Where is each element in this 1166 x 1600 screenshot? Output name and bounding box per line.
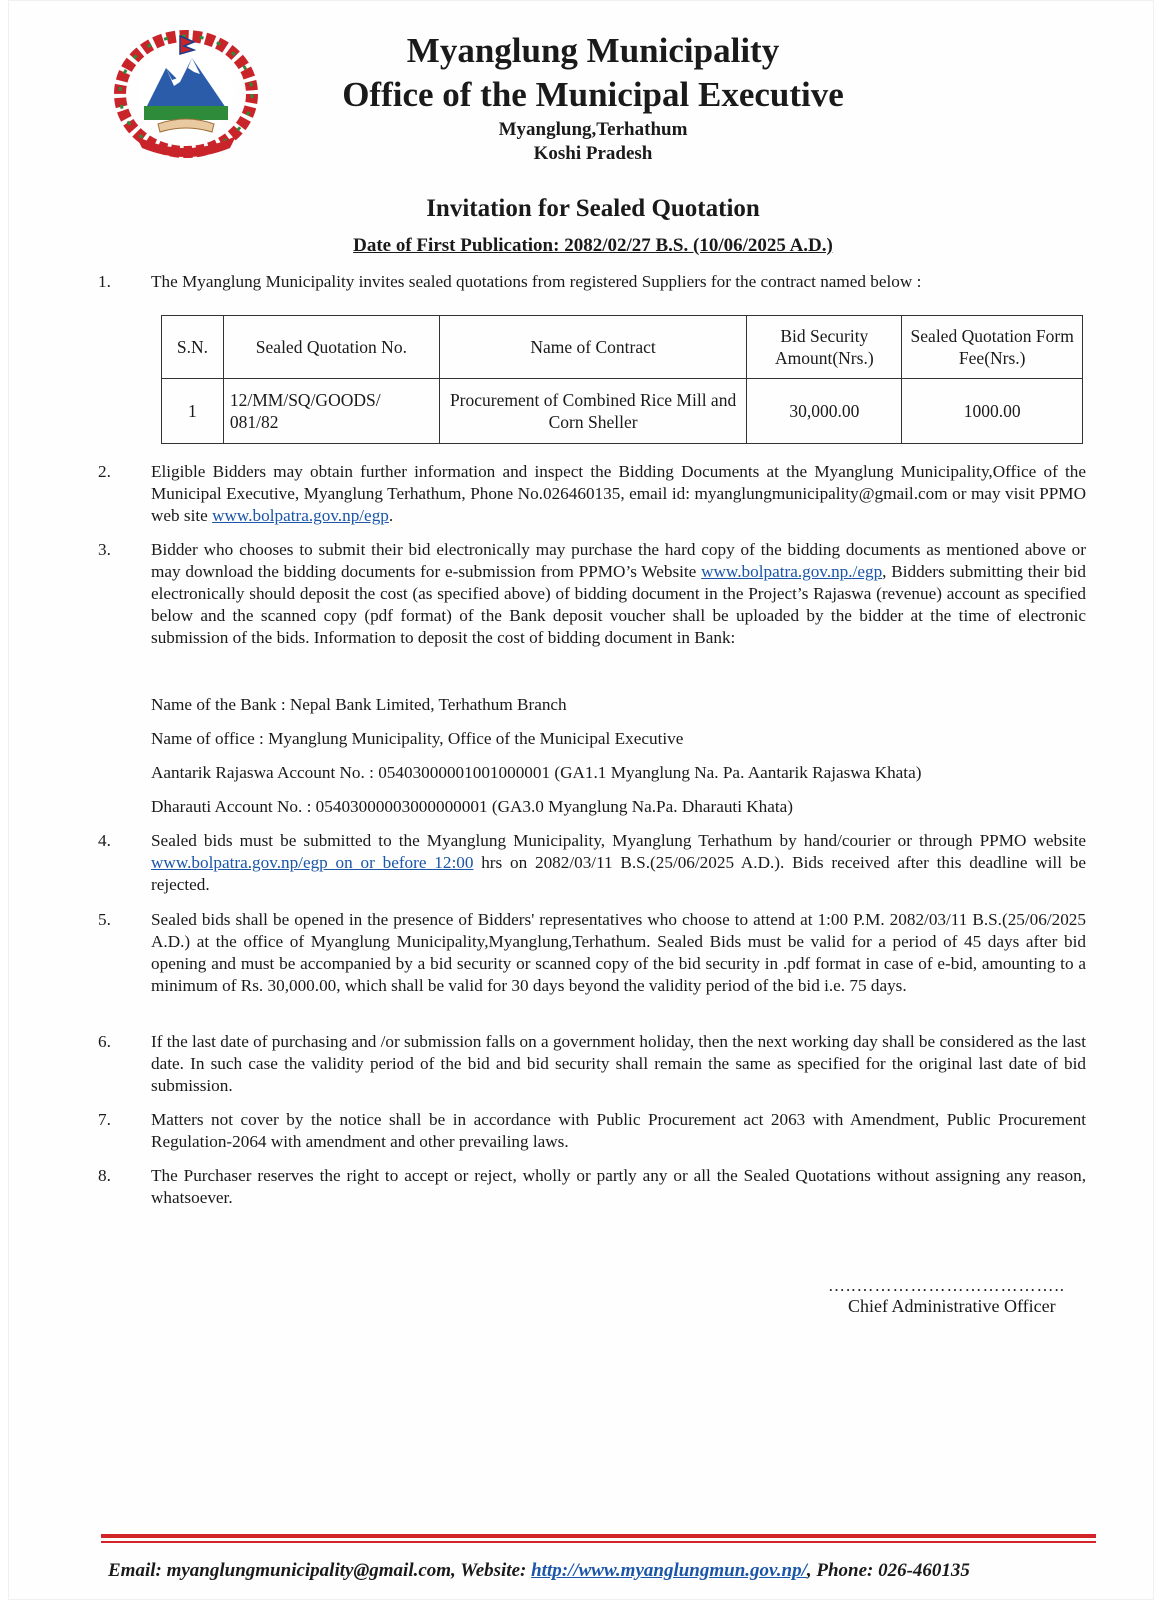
ppmo-link[interactable]: www.bolpatra.gov.np./egp (701, 562, 883, 581)
province-name: Koshi Pradesh (533, 143, 653, 164)
ppmo-link[interactable]: www.bolpatra.gov.np/egp on or before 12:00 (151, 853, 474, 872)
bank-name: Name of the Bank : Nepal Bank Limited, Terhathum Branch (151, 695, 567, 714)
nepal-government-emblem-icon (108, 28, 264, 164)
item-text-body: Sealed bids must be submitted to the Myanglung Municipality, Myanglung Terhathum by hand/courier or through PPMO website (151, 831, 1086, 850)
municipality-name: Myanglung Municipality (406, 31, 780, 70)
item-text (151, 539, 1086, 649)
item-number: 1. (98, 272, 111, 291)
column-header: Name of Contract (439, 316, 746, 379)
footer-divider (101, 1541, 1096, 1543)
item-text: The Purchaser reserves the right to accept or reject, wholly or partly any or all the Sealed Quotations without assigning any reason, whatsoever. (151, 1166, 1086, 1207)
item-number: 2. (98, 462, 111, 481)
table-cell: 1000.00 (902, 379, 1083, 444)
quotation-table (161, 315, 1083, 444)
website-link[interactable]: http://www.myanglungmun.gov.np/ (531, 1560, 807, 1581)
item-text: If the last date of purchasing and /or submission falls on a government holiday, then the next working day shall be considered as the last date. In such case the validity period of the bid and bid security shall remain the same as specified for the original last date of bid submission. (151, 1032, 1086, 1095)
table-cell: 30,000.00 (747, 379, 902, 444)
item-number: 6. (98, 1032, 111, 1051)
column-header: Bid Security Amount(Nrs.) (747, 316, 902, 379)
table-cell: 1 (162, 379, 224, 444)
footer-email: Email: myanglungmunicipality@gmail.com, Website: (108, 1560, 532, 1581)
ppmo-link[interactable]: www.bolpatra.gov.np/egp (212, 506, 389, 525)
item-text-body: Bidder who chooses to submit their bid electronically may purchase the hard copy of the bidding documents as mentioned above or may download the bidding documents for e-submission from PPMO’s Website (151, 540, 1086, 581)
rajaswa-account: Aantarik Rajaswa Account No. : 05403000001001000001 (GA1.1 Myanglung Na. Pa. Aantarik Rajaswa Khata) (151, 763, 922, 782)
table-cell: Procurement of Combined Rice Mill and Corn Sheller (439, 379, 746, 444)
office-name-line: Name of office : Myanglung Municipality, Office of the Municipal Executive (151, 729, 684, 748)
item-text: The Myanglung Municipality invites sealed quotations from registered Suppliers for the contract named below : (151, 272, 922, 291)
table-header-row (162, 316, 1083, 379)
item-number: 5. (98, 910, 111, 929)
item-text-body: hrs on 2082/03/11 B.S.(25/06/2025 A.D.). Bids received after this deadline will be rejected. (151, 853, 1086, 894)
item-text (151, 830, 1086, 896)
notice-page (8, 0, 1154, 1600)
item-number: 3. (98, 540, 111, 559)
notice-title: Invitation for Sealed Quotation (426, 195, 760, 222)
table-row (162, 379, 1083, 444)
office-location: Myanglung,Terhathum (498, 119, 688, 140)
publication-date (258, 234, 928, 258)
item-text-body: Eligible Bidders may obtain further information and inspect the Bidding Documents at the Myanglung Municipality,Office of the Municipal Executive, Myanglung Terhathum, Phone No.026460135, email id: myanglungmunicipality@gmail.com or may visit PPMO web site (151, 462, 1086, 525)
item-text (151, 461, 1086, 527)
item-text-body: , Bidders submitting their bid electronically should deposit the cost (as specified above) of bidding document in the Project’s Rajaswa (revenue) account as specified below and the scanned copy (pdf format) of the Bank deposit voucher shall be uploaded by the bidder at the time of electronic submission of the bids. Information to deposit the cost of bidding document in Bank: (151, 562, 1086, 647)
dharauti-account: Dharauti Account No. : 05403000003000000001 (GA3.0 Myanglung Na.Pa. Dharauti Khata) (151, 797, 794, 816)
footer-divider (101, 1534, 1096, 1538)
item-text: Matters not cover by the notice shall be in accordance with Public Procurement act 2063 with Amendment, Public Procurement Regulation-2064 with amendment and other prevailing laws. (151, 1110, 1086, 1151)
table-cell: 12/MM/SQ/GOODS/ 081/82 (223, 379, 439, 444)
footer-contact (108, 1560, 1098, 1582)
signatory-title: Chief Administrative Officer (848, 1296, 1056, 1316)
column-header: S.N. (162, 316, 224, 379)
column-header: Sealed Quotation No. (223, 316, 439, 379)
item-text: Sealed bids shall be opened in the presence of Bidders' representatives who choose to attend at 1:00 P.M. 2082/03/11 B.S.(25/06/2025 A.D.) at the office of Myanglung Municipality,Myanglung,Terhathum. Sealed Bids must be valid for a period of 45 days after bid opening and must be accompanied by a bid security or scanned copy of the bid security in .pdf format in case of e-bid, amounting to a minimum of Rs. 30,000.00, which shall be valid for 30 days beyond the validity period of the bid i.e. 75 days. (151, 910, 1086, 995)
item-number: 7. (98, 1110, 111, 1129)
item-number: 4. (98, 831, 111, 850)
column-header: Sealed Quotation Form Fee(Nrs.) (902, 316, 1083, 379)
footer-phone: , Phone: 026-460135 (806, 1560, 970, 1581)
item-number: 8. (98, 1166, 111, 1185)
item-text-end: . (388, 506, 394, 525)
office-name: Office of the Municipal Executive (342, 75, 844, 114)
publication-date-text: Date of First Publication: 2082/02/27 B.S. (10/06/2025 A.D.) (353, 235, 833, 256)
signature-line: …..…………………………….. (828, 1276, 1065, 1295)
